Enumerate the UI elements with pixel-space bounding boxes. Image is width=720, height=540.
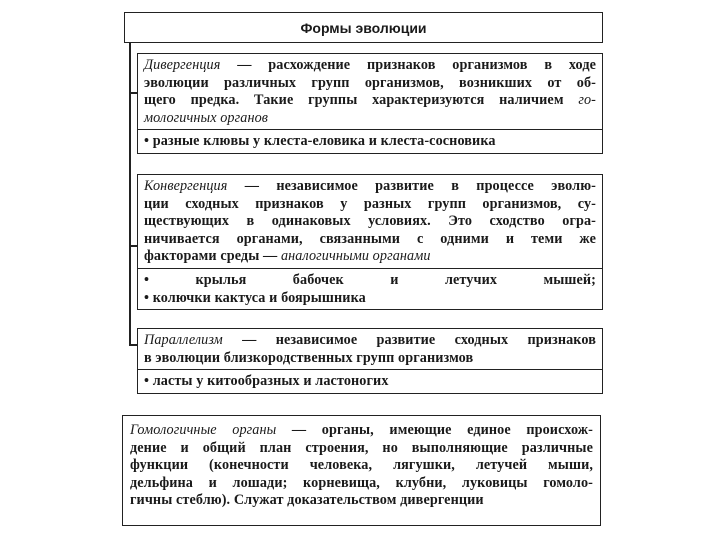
text: эволюции различных групп организмов, возникших от об- <box>144 74 596 91</box>
text: — независимое развитие в процессе эволю- <box>227 178 596 194</box>
section-convergence <box>137 174 603 310</box>
text: гичны стеблю). Служат доказательством дивергенции <box>130 492 484 509</box>
text-line <box>130 492 593 510</box>
table-title: Формы эволюции <box>124 12 603 43</box>
text: — органы, имеющие единое происхож- <box>276 422 593 438</box>
text-line <box>144 178 596 196</box>
note-text <box>123 416 600 516</box>
term: го- <box>578 92 596 109</box>
text: в эволюции близкородственных групп организмов <box>144 349 474 366</box>
text: ции сходных признаков у разных групп организмов, су- <box>144 195 596 212</box>
text: — независимое развитие сходных признаков <box>222 332 596 348</box>
text: факторами среды — <box>144 248 281 265</box>
definition <box>138 329 602 369</box>
term: аналогичными органами <box>280 248 431 265</box>
text-line <box>144 92 596 110</box>
text-line <box>144 196 596 214</box>
text-line <box>130 422 593 440</box>
term: Дивергенция <box>144 57 221 73</box>
examples <box>138 369 602 393</box>
term: Гомологичные органы <box>130 422 277 438</box>
examples <box>138 268 602 309</box>
bracket-line <box>129 43 131 345</box>
text: функции (конечности человека, лягушки, летучей мыши, <box>130 457 593 474</box>
term: Параллелизм <box>144 332 223 348</box>
text: щего предка. Такие группы характеризуются наличием <box>144 92 579 109</box>
text-line <box>144 231 596 249</box>
text-line <box>144 110 596 128</box>
text: ществующих в одинаковых условиях. Это сходство огра- <box>144 213 596 230</box>
text-line <box>144 350 596 368</box>
text: — расхождение признаков организмов в ходе <box>220 57 596 73</box>
bracket-tick <box>129 92 137 94</box>
text: дение и общий план строения, но выполняющие различные <box>130 439 593 456</box>
text-line <box>144 248 596 266</box>
text: • колючки кактуса и боярышника <box>144 289 366 306</box>
definition <box>138 54 602 129</box>
bracket-tick <box>129 344 137 346</box>
text-line <box>144 57 596 75</box>
text-line <box>144 332 596 350</box>
term: мологичных органов <box>144 109 269 126</box>
section-parallelism <box>137 328 603 394</box>
text: дельфина и лошади; корневища, клубни, луковицы гомоло- <box>130 474 593 491</box>
text-line <box>144 373 596 391</box>
text-line <box>130 457 593 475</box>
bracket-tick <box>129 245 137 247</box>
text-line <box>144 213 596 231</box>
text-line <box>144 75 596 93</box>
text-line <box>144 290 596 308</box>
definition <box>138 175 602 268</box>
text: ничивается органами, связанными с одними и теми же <box>144 230 596 247</box>
text-line <box>130 475 593 493</box>
term: Конвергенция <box>144 178 228 194</box>
text: • ласты у китообразных и ластоногих <box>144 373 389 390</box>
text-line <box>130 440 593 458</box>
examples <box>138 129 602 153</box>
homologous-organs-note <box>122 415 601 526</box>
text-line <box>144 133 596 151</box>
section-divergence <box>137 53 603 154</box>
text-line <box>144 272 596 290</box>
text: • разные клювы у клеста-еловика и клеста-сосновика <box>144 133 496 150</box>
text: • крылья бабочек и летучих мышей; <box>144 271 596 288</box>
